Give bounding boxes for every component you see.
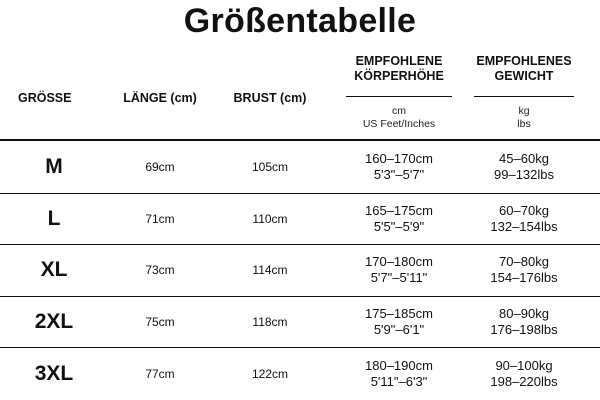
weight-kg: 80–90kg	[499, 305, 549, 321]
height-header-divider	[346, 96, 452, 97]
header-divider	[0, 139, 600, 141]
weight-unit-lbs: lbs	[517, 118, 531, 130]
height-cm: 165–175cm	[365, 202, 433, 218]
weight-kg: 45–60kg	[499, 151, 549, 167]
height-cm: 160–170cm	[365, 151, 433, 167]
header-chest: BRUST (cm)	[233, 91, 307, 105]
table-row	[0, 142, 600, 194]
weight-header-divider	[474, 96, 574, 97]
weight-unit-kg: kg	[518, 105, 530, 117]
height-ft: 5'11"–6'3"	[370, 373, 428, 389]
header-height	[346, 54, 452, 84]
weight-cell	[474, 142, 574, 193]
chest-cell: 122cm	[251, 366, 289, 381]
table-row	[0, 348, 600, 400]
size-cell: 3XL	[34, 361, 74, 385]
height-cell	[346, 348, 452, 400]
length-cell: 77cm	[145, 366, 175, 381]
height-cell	[346, 245, 452, 296]
header-length: LÄNGE (cm)	[123, 91, 197, 105]
weight-cell	[474, 348, 574, 400]
header-height-line1: EMPFOHLENE	[355, 54, 443, 68]
weight-lbs: 132–154lbs	[490, 218, 558, 234]
table-row	[0, 194, 600, 246]
height-cell	[346, 297, 452, 348]
table-row	[0, 297, 600, 349]
header-weight-line2: GEWICHT	[494, 69, 554, 83]
weight-kg: 90–100kg	[495, 357, 553, 373]
length-cell: 69cm	[145, 160, 175, 175]
size-cell: M	[45, 155, 63, 179]
chest-cell: 118cm	[252, 314, 288, 329]
height-ft: 5'9"–6'1"	[373, 321, 425, 337]
height-ft: 5'7"–5'11"	[370, 270, 428, 286]
height-cm: 180–190cm	[365, 357, 433, 373]
height-unit-cm: cm	[392, 105, 406, 117]
weight-lbs: 99–132lbs	[494, 167, 554, 183]
weight-kg: 60–70kg	[499, 202, 549, 218]
weight-kg: 70–80kg	[499, 254, 549, 270]
chest-cell: 110cm	[252, 211, 288, 226]
size-cell: XL	[40, 258, 68, 282]
length-cell: 75cm	[145, 314, 175, 329]
size-cell: L	[47, 206, 61, 230]
weight-cell	[474, 194, 574, 245]
height-unit-ft: US Feet/Inches	[362, 118, 436, 130]
header-height-line2: KÖRPERHÖHE	[354, 69, 444, 83]
size-table-body	[0, 142, 600, 400]
height-cell	[346, 194, 452, 245]
weight-units	[474, 105, 574, 131]
height-cell	[346, 142, 452, 193]
weight-lbs: 154–176lbs	[490, 270, 558, 286]
table-row	[0, 245, 600, 297]
height-cm: 175–185cm	[365, 305, 433, 321]
weight-cell	[474, 245, 574, 296]
header-weight	[474, 54, 574, 84]
size-cell: 2XL	[34, 309, 74, 333]
chest-cell: 105cm	[251, 160, 289, 175]
header-weight-line1: EMPFOHLENES	[476, 54, 572, 68]
height-ft: 5'3"–5'7"	[373, 167, 425, 183]
length-cell: 71cm	[145, 211, 175, 226]
weight-cell	[474, 297, 574, 348]
length-cell: 73cm	[145, 263, 175, 278]
height-units	[346, 105, 452, 131]
page-title: Größentabelle	[183, 2, 417, 40]
weight-lbs: 176–198lbs	[490, 321, 558, 337]
header-size: GRÖSSE	[18, 91, 72, 105]
height-cm: 170–180cm	[365, 254, 433, 270]
height-ft: 5'5"–5'9"	[373, 218, 425, 234]
chest-cell: 114cm	[252, 263, 288, 278]
weight-lbs: 198–220lbs	[490, 373, 558, 389]
